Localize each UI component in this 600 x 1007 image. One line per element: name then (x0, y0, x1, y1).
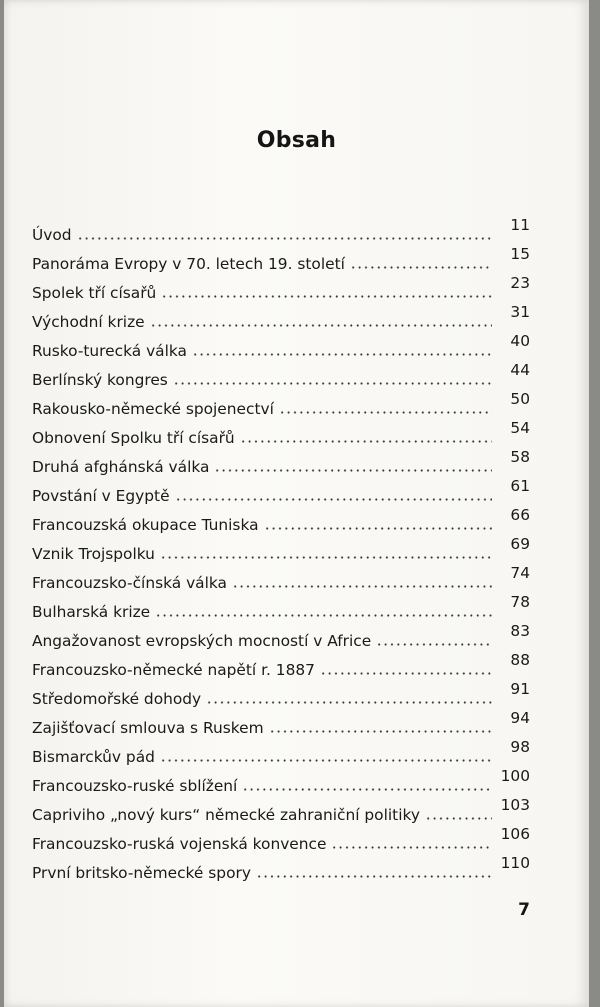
toc-entry-title: Panoráma Evropy v 70. letech 19. století (32, 255, 345, 273)
toc-entry-title: Obnovení Spolku tří císařů (32, 429, 235, 447)
toc-entry (32, 621, 530, 650)
toc-entry (32, 476, 530, 505)
toc-entry-title: Francouzská okupace Tuniska (32, 516, 259, 534)
toc-entry-page: 78 (510, 593, 530, 611)
toc-entry-page: 23 (510, 274, 530, 292)
toc-entry-title: Francouzsko-německé napětí r. 1887 (32, 661, 315, 679)
toc-entry-title: Francouzsko-ruské sblížení (32, 777, 238, 795)
dot-leader (242, 788, 492, 791)
toc-entry (32, 447, 530, 476)
toc-entry-title: První britsko-německé spory (32, 864, 251, 882)
dot-leader (376, 643, 492, 646)
toc-entry-title: Angažovanost evropských mocností v Africe (32, 632, 372, 650)
dot-leader (350, 266, 492, 269)
toc-entry (32, 389, 530, 418)
dot-leader (331, 846, 492, 849)
toc-entry (32, 244, 530, 273)
toc-entry-page: 11 (510, 216, 530, 234)
toc-entry (32, 592, 530, 621)
toc-entry-title: Východní krize (32, 313, 145, 331)
page-number: 7 (518, 900, 530, 920)
toc-entry (32, 273, 530, 302)
toc-entry-page: 91 (510, 680, 530, 698)
toc-entry (32, 737, 530, 766)
page-title: Obsah (256, 128, 337, 153)
dot-leader (206, 701, 492, 704)
toc-entry (32, 302, 530, 331)
dot-leader (232, 585, 492, 588)
toc-entry (32, 795, 530, 824)
toc-entry (32, 824, 530, 853)
toc-entry-page: 61 (510, 477, 530, 495)
toc-entry-page: 50 (510, 390, 530, 408)
dot-leader (320, 672, 492, 675)
toc-entry-page: 15 (510, 245, 530, 263)
toc-entry-title: Bulharská krize (32, 603, 151, 621)
dot-leader (279, 411, 492, 414)
toc-entry-page: 58 (510, 448, 530, 466)
toc-entry (32, 708, 530, 737)
toc-entry-title: Úvod (32, 226, 72, 244)
toc-entry-title: Povstání v Egyptě (32, 487, 170, 505)
toc-entry-page: 103 (500, 796, 530, 814)
toc-entry-title: Spolek tří císařů (32, 284, 157, 302)
dot-leader (425, 817, 492, 820)
toc-entry-title: Vznik Trojspolku (32, 545, 155, 563)
toc-entry-title: Rakousko-německé spojenectví (32, 400, 274, 418)
dot-leader (155, 614, 492, 617)
toc-entry (32, 853, 530, 882)
toc-entry (32, 215, 530, 244)
dot-leader (264, 527, 492, 530)
toc-entry-title: Capriviho „nový kurs“ německé zahraniční politiky (32, 806, 420, 824)
toc-entry-title: Bismarckův pád (32, 748, 155, 766)
toc-entry-page: 98 (510, 738, 530, 756)
toc-entry-page: 44 (510, 361, 530, 379)
toc-entry-title: Středomořské dohody (32, 690, 202, 708)
table-of-contents (32, 215, 530, 882)
dot-leader (160, 556, 492, 559)
dot-leader (173, 382, 492, 385)
toc-entry (32, 679, 530, 708)
toc-entry (32, 563, 530, 592)
toc-entry-page: 66 (510, 506, 530, 524)
toc-entry-page: 31 (510, 303, 530, 321)
toc-entry-page: 88 (510, 651, 530, 669)
dot-leader (240, 440, 492, 443)
toc-entry-page: 40 (510, 332, 530, 350)
toc-entry (32, 360, 530, 389)
toc-entry-page: 106 (500, 825, 530, 843)
toc-entry (32, 418, 530, 447)
toc-entry-page: 94 (510, 709, 530, 727)
toc-entry-page: 74 (510, 564, 530, 582)
toc-entry-title: Francouzsko-čínská válka (32, 574, 227, 592)
toc-entry (32, 766, 530, 795)
toc-entry-page: 110 (500, 854, 530, 872)
dot-leader (214, 469, 492, 472)
toc-entry-title: Rusko-turecká válka (32, 342, 187, 360)
toc-entry-page: 54 (510, 419, 530, 437)
dot-leader (77, 237, 492, 240)
toc-entry-page: 83 (510, 622, 530, 640)
dot-leader (192, 353, 492, 356)
dot-leader (256, 875, 492, 878)
dot-leader (150, 324, 492, 327)
toc-entry (32, 331, 530, 360)
toc-entry-page: 69 (510, 535, 530, 553)
toc-entry (32, 534, 530, 563)
toc-entry-page: 100 (500, 767, 530, 785)
toc-entry (32, 650, 530, 679)
dot-leader (161, 295, 492, 298)
dot-leader (175, 498, 492, 501)
toc-entry-title: Berlínský kongres (32, 371, 168, 389)
toc-entry-title: Zajišťovací smlouva s Ruskem (32, 719, 264, 737)
dot-leader (160, 759, 492, 762)
toc-entry (32, 505, 530, 534)
toc-entry-title: Druhá afghánská válka (32, 458, 210, 476)
toc-entry-title: Francouzsko-ruská vojenská konvence (32, 835, 327, 853)
dot-leader (269, 730, 492, 733)
book-page (4, 0, 589, 1007)
